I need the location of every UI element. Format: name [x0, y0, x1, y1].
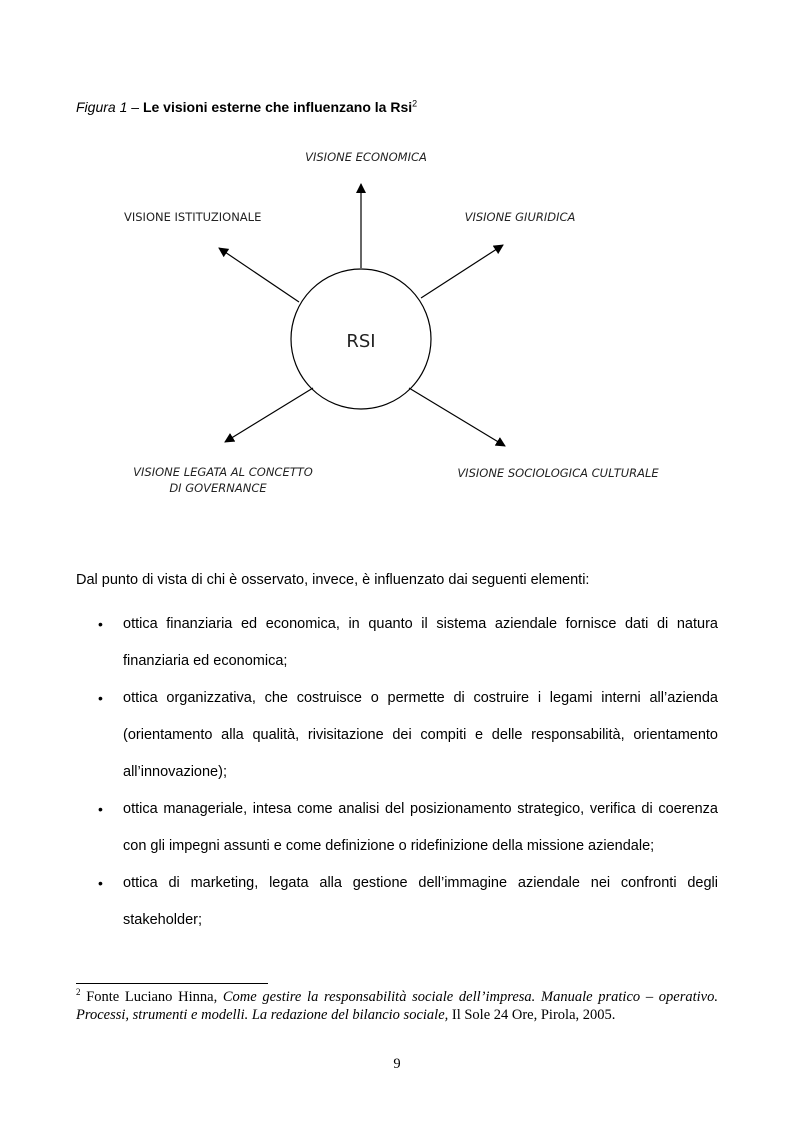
intro-paragraph: Dal punto di vista di chi è osservato, invece, è influenzato dai seguenti elementi:	[76, 572, 590, 588]
figure-separator: –	[127, 99, 143, 115]
list-item	[0, 606, 794, 680]
list-item	[0, 791, 794, 865]
label-visione-sociologica: VISIONE SOCIOLOGICA CULTURALE	[457, 466, 659, 480]
arrow-sociologica	[409, 388, 505, 446]
list-item	[0, 680, 794, 791]
footnote-suffix: Il Sole 24 Ore, Pirola, 2005.	[448, 1007, 616, 1023]
footnote	[76, 988, 718, 1024]
bullet-marker: •	[98, 690, 103, 706]
arrow-governance	[225, 388, 313, 442]
bullet-text: ottica finanziaria ed economica, in quanto il sistema aziendale fornisce dati di natura finanziaria ed economica;	[123, 616, 718, 669]
bullet-text: ottica di marketing, legata alla gestione dell’immagine aziendale nei confronti degli stakeholder;	[123, 875, 718, 928]
footnote-title: Come gestire la responsabilità sociale dell’impresa. Manuale pratico – operativo. Processi, strumenti e modelli. La redazione del bilancio sociale,	[76, 989, 718, 1023]
bullet-list	[0, 606, 794, 939]
label-visione-giuridica: VISIONE GIURIDICA	[464, 210, 576, 224]
figure-label: Figura 1	[76, 99, 128, 115]
label-governance-line2: DI GOVERNANCE	[169, 481, 267, 495]
label-visione-economica: VISIONE ECONOMICA	[305, 150, 427, 164]
footnote-number: 2	[76, 987, 81, 998]
bullet-text: ottica manageriale, intesa come analisi del posizionamento strategico, verifica di coerenza con gli impegni assunti e come definizione o ridefinizione della missione aziendale;	[123, 801, 718, 854]
arrow-giuridica	[421, 245, 503, 298]
list-item	[0, 865, 794, 939]
bullet-text: ottica organizzativa, che costruisce o permette di costruire i legami interni all’azienda (orientamento alla qualità, rivisitazione dei compiti e delle responsabilità, orientamento all’innovazione);	[123, 690, 718, 780]
rsi-diagram	[0, 0, 794, 560]
arrow-istituzionale	[219, 248, 299, 302]
footnote-prefix: Fonte Luciano Hinna,	[80, 989, 223, 1005]
bullet-marker: •	[98, 875, 103, 891]
label-visione-istituzionale: VISIONE ISTITUZIONALE	[124, 210, 262, 224]
bullet-marker: •	[98, 801, 103, 817]
figure-footnote-ref: 2	[412, 98, 418, 109]
bullet-marker: •	[98, 616, 103, 632]
footnote-rule	[76, 983, 268, 984]
page-number: 9	[393, 1056, 401, 1072]
label-governance-line1: VISIONE LEGATA AL CONCETTO	[133, 465, 313, 479]
rsi-center-label: RSI	[346, 331, 376, 352]
figure-title: Le visioni esterne che influenzano la Rsi	[142, 99, 413, 115]
